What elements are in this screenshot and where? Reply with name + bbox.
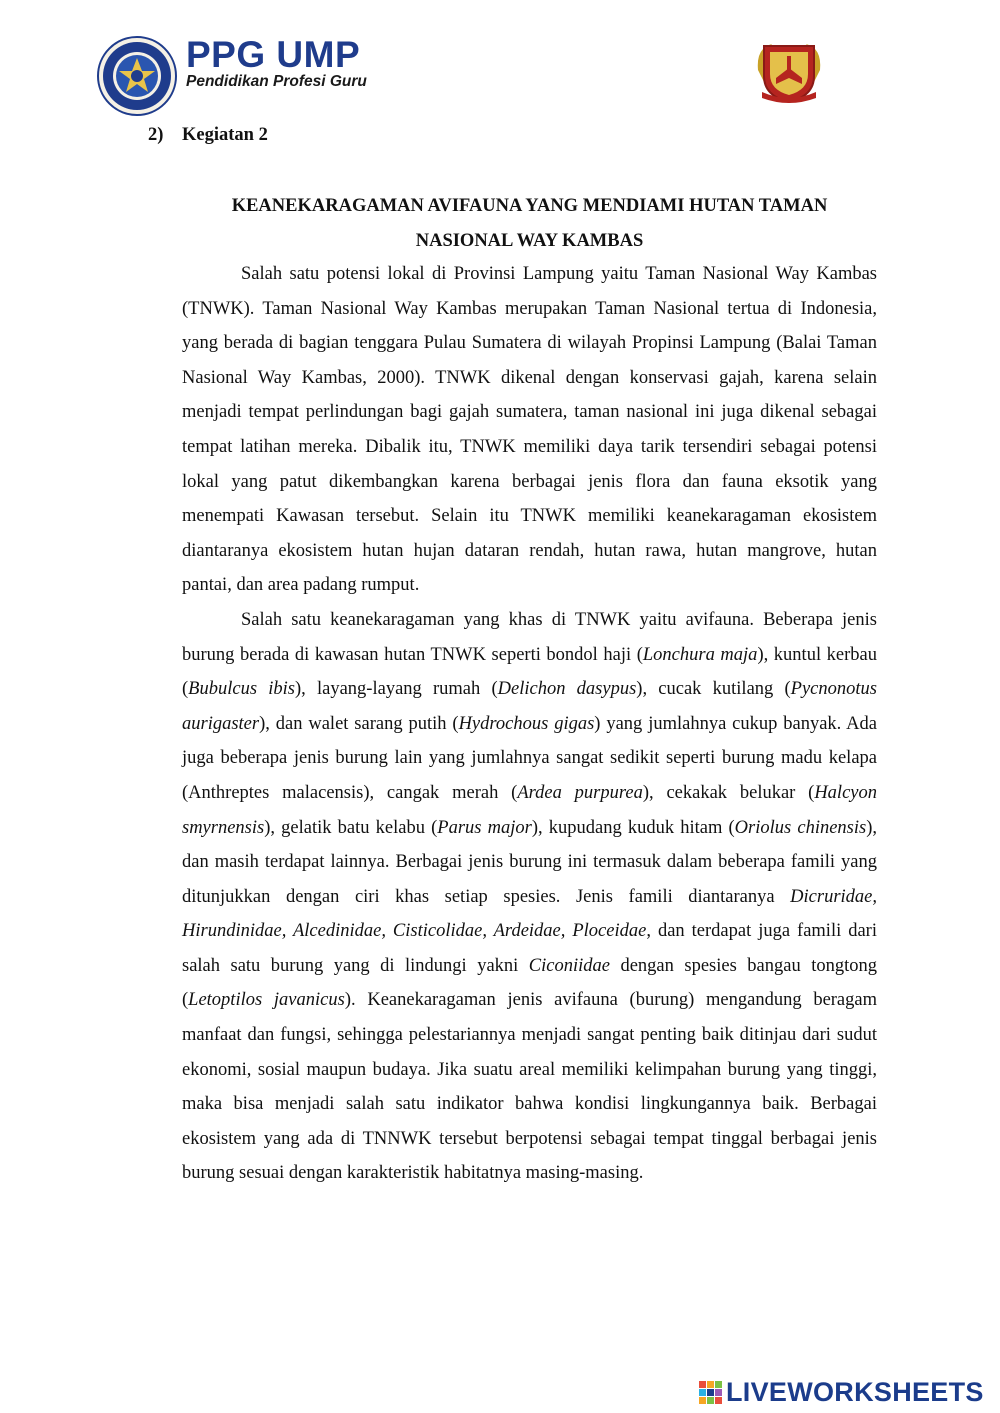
p2-text: ), cekakak belukar ( [642,782,815,803]
section-heading [148,123,268,147]
p2-text: ), kuntul kerbau ( [182,644,878,700]
article-title-line-2: NASIONAL WAY KAMBAS [415,231,644,251]
species-name: Lonchura maja [642,644,758,665]
family-names: Dicruridae, Hirundinidae, Alcedinidae, Cisticolidae, Ardeidae, Ploceidae [182,886,877,942]
brand-block [186,34,367,91]
university-seal-icon [97,36,177,116]
page-header [0,0,1000,120]
article-title [182,189,877,259]
family-name: Ciconiidae [528,955,610,976]
p2-text: ), dan masih terdapat lainnya. Berbagai jenis burung ini termasuk dalam beberapa famili yang ditunjukkan dengan ciri khas setiap spesies. Jenis famili diantaranya [182,817,878,907]
species-name: Letoptilos javanicus [188,990,345,1011]
species-name: Bubulcus ibis [188,679,295,700]
p2-text: ), kupudang kuduk hitam ( [531,817,735,838]
p2-text: , dan terdapat juga famili dari salah satu burung yang di lindungi yakni [182,921,877,976]
p2-text: ), cucak kutilang ( [636,679,791,700]
species-name: Hydrochous gigas [458,713,595,734]
section-number: 2) [148,125,164,145]
species-name: Ardea purpurea [517,782,643,803]
p2-text: dengan spesies bangau tongtong ( [182,955,877,1011]
p2-text: ), gelatik batu kelabu ( [264,817,438,838]
liveworksheets-watermark [699,1378,984,1406]
brand-subtitle: Pendidikan Profesi Guru [186,73,367,90]
species-name: Delichon dasypus [497,679,637,700]
liveworksheets-grid-icon [699,1381,722,1404]
paragraph-1: Salah satu potensi lokal di Provinsi Lampung yaitu Taman Nasional Way Kambas (TNWK). Taman Nasional Way Kambas merupakan Taman Nasional tertua di Indonesia, yang berada di bagian tenggara Pulau Sumatera di wilayah Propinsi Lampung (Balai Taman Nasional Way Kambas, 2000). TNWK dikenal dengan konservasi gajah, karena selain menjadi tempat perlindungan bagi gajah sumatera, taman nasional ini juga dikenal sebagai tempat latihan mereka. Dibalik itu, TNWK memiliki daya tarik tersendiri sebagai potensi lokal yang patut dikembangkan karena berbagai jenis flora dan fauna eksotik yang menempati Kawasan tersebut. Selain itu TNWK memiliki keanekaragaman ekosistem diantaranya ekosistem hutan hujan dataran rendah, hutan rawa, hutan mangrove, hutan pantai, dan area padang rumput. [182,264,877,596]
paragraph-2 [182,603,877,1191]
species-name: Pycnonotus aurigaster [182,679,877,734]
section-label: Kegiatan 2 [182,125,268,145]
p2-text: ) yang jumlahnya cukup banyak. Ada juga beberapa jenis burung lain yang jumlahnya sangat sedikit seperti burung madu kelapa (Anthreptes malacensis), cangak merah ( [182,713,877,803]
p2-text: ), layang-layang rumah ( [294,679,498,700]
species-name: Oriolus chinensis [734,817,867,838]
p2-text: ). Keanekaragaman jenis avifauna (burung) mengandung beragam manfaat dan fungsi, sehingga pelestariannya menjadi sangat penting baik ditinjau dari sudut ekonomi, sosial maupun budaya. Jika suatu areal memiliki kelimpahan burung yang tinggi, maka bisa menjadi salah satu indikator bahwa kondisi lingkungannya baik. Berbagai ekosistem yang ada di TNNWK tersebut berpotensi sebagai tempat tinggal berbagai jenis burung sesuai dengan karakteristik habitatnya masing-masing. [182,990,877,1184]
school-emblem-icon [750,38,828,106]
species-name: Parus major [437,817,532,838]
liveworksheets-text: LIVEWORKSHEETS [726,1376,984,1407]
article-body [182,257,877,1191]
article-title-line-1: KEANEKARAGAMAN AVIFAUNA YANG MENDIAMI HUTAN TAMAN [231,196,828,216]
species-name: Halcyon smyrnensis [182,782,877,838]
p2-text: Salah satu keanekaragaman yang khas di TNWK yaitu avifauna. Beberapa jenis burung berada di kawasan hutan TNWK seperti bondol haji ( [182,609,877,665]
p2-text: ), dan walet sarang putih ( [259,713,459,734]
brand-title: PPG UMP [186,34,361,75]
